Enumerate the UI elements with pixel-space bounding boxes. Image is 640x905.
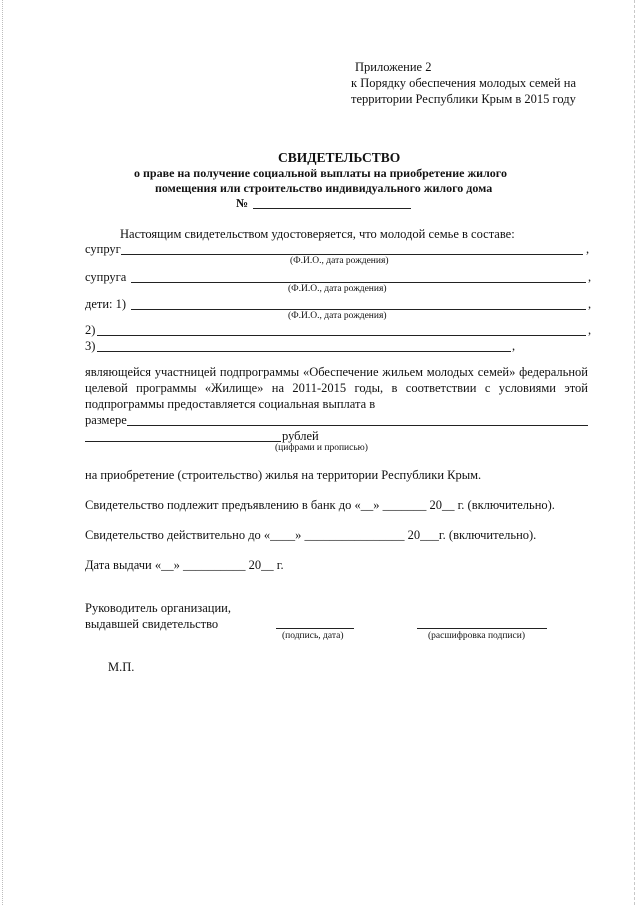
participant-text: являющейся участницей подпрограммы «Обеспечение жильем молодых семей» федеральной целевой программы «Жилище» на 2011-2015 годы, в соответствии с условиями этой подпрограммы предоставляется социальная выплата в — [85, 365, 588, 411]
document-title: СВИДЕТЕЛЬСТВО — [278, 150, 401, 165]
spouse-husband-label: супруг — [85, 242, 121, 256]
child-1-comma: , — [588, 297, 592, 311]
appendix-line-2: к Порядку обеспечения молодых семей на — [351, 76, 576, 90]
child-1-line — [131, 309, 586, 310]
title-subtitle-2: помещения или строительство индивидуального жилого дома — [155, 181, 493, 195]
intro-text: Настоящим свидетельством удостоверяется, что молодой семье в составе: — [120, 227, 515, 241]
spouse-wife-comma: , — [588, 270, 592, 284]
spouse-husband-line — [121, 254, 583, 255]
amount-label: размере — [85, 413, 127, 427]
spouse-husband-hint: (Ф.И.О., дата рождения) — [290, 256, 389, 266]
child-3-label: 3) — [85, 339, 96, 353]
child-1-hint: (Ф.И.О., дата рождения) — [288, 311, 387, 321]
signatory-line-1: Руководитель организации, — [85, 601, 231, 615]
number-line — [253, 208, 411, 209]
signature-hint: (подпись, дата) — [282, 631, 344, 641]
child-2-label: 2) — [85, 323, 96, 337]
stamp-place: М.П. — [108, 660, 135, 674]
spouse-wife-label: супруга — [85, 270, 127, 284]
rubles-label: рублей — [282, 429, 319, 443]
participant-paragraph — [85, 364, 588, 412]
spouse-wife-line — [131, 282, 586, 283]
appendix-line-1: Приложение 2 — [355, 60, 432, 74]
scan-edge-left — [2, 0, 3, 905]
signature-line — [276, 628, 354, 629]
bank-deadline-text: Свидетельство подлежит предъявлению в банк до «__» _______ 20__ г. (включительно). — [85, 498, 555, 512]
amount-line-2 — [85, 441, 281, 442]
number-label: № — [236, 196, 249, 210]
child-2-line — [97, 335, 586, 336]
spouse-husband-comma: , — [586, 242, 590, 256]
signature-decode-hint: (расшифровка подписи) — [428, 631, 525, 641]
signature-decode-line — [417, 628, 547, 629]
child-3-comma: , — [512, 339, 516, 353]
appendix-line-3: территории Республики Крым в 2015 году — [351, 92, 576, 106]
title-subtitle-1: о праве на получение социальной выплаты на приобретение жилого — [134, 166, 507, 180]
purpose-text: на приобретение (строительство) жилья на территории Республики Крым. — [85, 468, 482, 482]
child-3-line — [97, 351, 511, 352]
children-label: дети: 1) — [85, 297, 127, 311]
scan-edge-right — [634, 0, 635, 905]
spouse-wife-hint: (Ф.И.О., дата рождения) — [288, 284, 387, 294]
signatory-line-2: выдавшей свидетельство — [85, 617, 219, 631]
issue-date-text: Дата выдачи «__» __________ 20__ г. — [85, 558, 284, 572]
amount-hint: (цифрами и прописью) — [275, 443, 368, 453]
validity-text: Свидетельство действительно до «____» ________________ 20___г. (включительно). — [85, 528, 537, 542]
amount-line-1 — [127, 425, 588, 426]
child-2-comma: , — [588, 323, 592, 337]
